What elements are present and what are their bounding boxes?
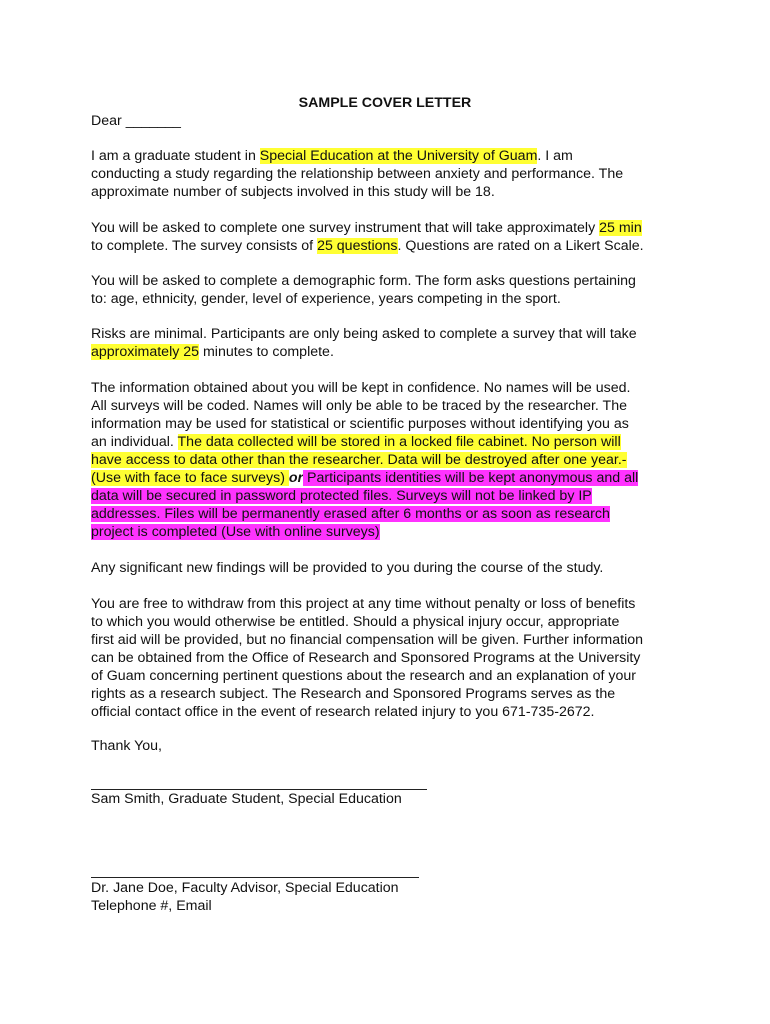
highlight-magenta: data will be secured in password protected files. Surveys will not be linked by IP	[91, 488, 592, 504]
paragraph-confidentiality: The information obtained about you will be kept in confidence. No names will be used. All surveys will be coded. Names will only be able to be traced by the researcher. The information may be used for statistical or scientific purposes without identifying you as an individual. The data collected will be stored in a locked file cabinet. No person will have access to data other than the researcher. Data will be destroyed after one year.- (Use with face to face surveys) or Participants identities will be kept anonymous and all data will be secured in password protected files. Surveys will not be linked by IP addresses. Files will be permanently erased after 6 months or as soon as research project is completed (Use with online surveys)	[91, 380, 639, 540]
signature-advisor: Dr. Jane Doe, Faculty Advisor, Special Education Telephone #, Email	[91, 880, 399, 914]
highlight-yellow: (Use with face to face surveys)	[91, 470, 289, 486]
highlight-yellow: approximately 25	[91, 344, 200, 360]
paragraph-findings: Any significant new findings will be provided to you during the course of the study.	[91, 560, 604, 576]
highlight-yellow: 25 min	[599, 220, 642, 236]
page-title: SAMPLE COVER LETTER	[298, 95, 472, 111]
highlight-yellow: have access to data other than the researcher. Data will be destroyed after one year.-	[91, 452, 627, 468]
highlight-yellow: Special Education at the University of Guam	[259, 148, 538, 164]
paragraph-risks: Risks are minimal. Participants are only being asked to complete a survey that will take approximately 25 minutes to complete.	[91, 326, 637, 360]
highlight-magenta: Participants identities will be kept anonymous and all	[303, 470, 639, 486]
paragraph-withdraw: You are free to withdraw from this project at any time without penalty or loss of benefits to which you would otherwise be entitled. Should a physical injury occur, appropriate first aid will be provided, but no financial compensation will be given. Further information can be obtained from the Office of Research and Sponsored Programs at the University of Guam concerning pertinent questions about the research and an explanation of your rights as a research subject. The Research and Sponsored Programs serves as the official contact office in the event of research related injury to you 671-735-2672.	[91, 596, 644, 720]
highlight-yellow: 25 questions	[317, 238, 398, 254]
signature-line-advisor	[91, 877, 419, 878]
signature-student: Sam Smith, Graduate Student, Special Education	[91, 791, 402, 807]
or-connector: or	[288, 470, 304, 486]
paragraph-survey: You will be asked to complete one survey instrument that will take approximately 25 min to complete. The survey consists of 25 questions. Questions are rated on a Likert Scale.	[91, 220, 644, 254]
highlight-magenta: project is completed (Use with online surveys)	[91, 524, 380, 540]
paragraph-demographic: You will be asked to complete a demographic form. The form asks questions pertaining to: age, ethnicity, gender, level of experience, years competing in the sport.	[91, 273, 636, 307]
salutation: Dear _______	[91, 113, 181, 129]
paragraph-intro: I am a graduate student in Special Education at the University of Guam. I am conducting a study regarding the relationship between anxiety and performance. The approximate number of subjects involved in this study will be 18.	[91, 148, 624, 200]
highlight-magenta: addresses. Files will be permanently erased after 6 months or as soon as research	[91, 506, 610, 522]
highlight-yellow: The data collected will be stored in a locked file cabinet. No person will	[177, 434, 621, 450]
closing: Thank You,	[91, 738, 162, 754]
